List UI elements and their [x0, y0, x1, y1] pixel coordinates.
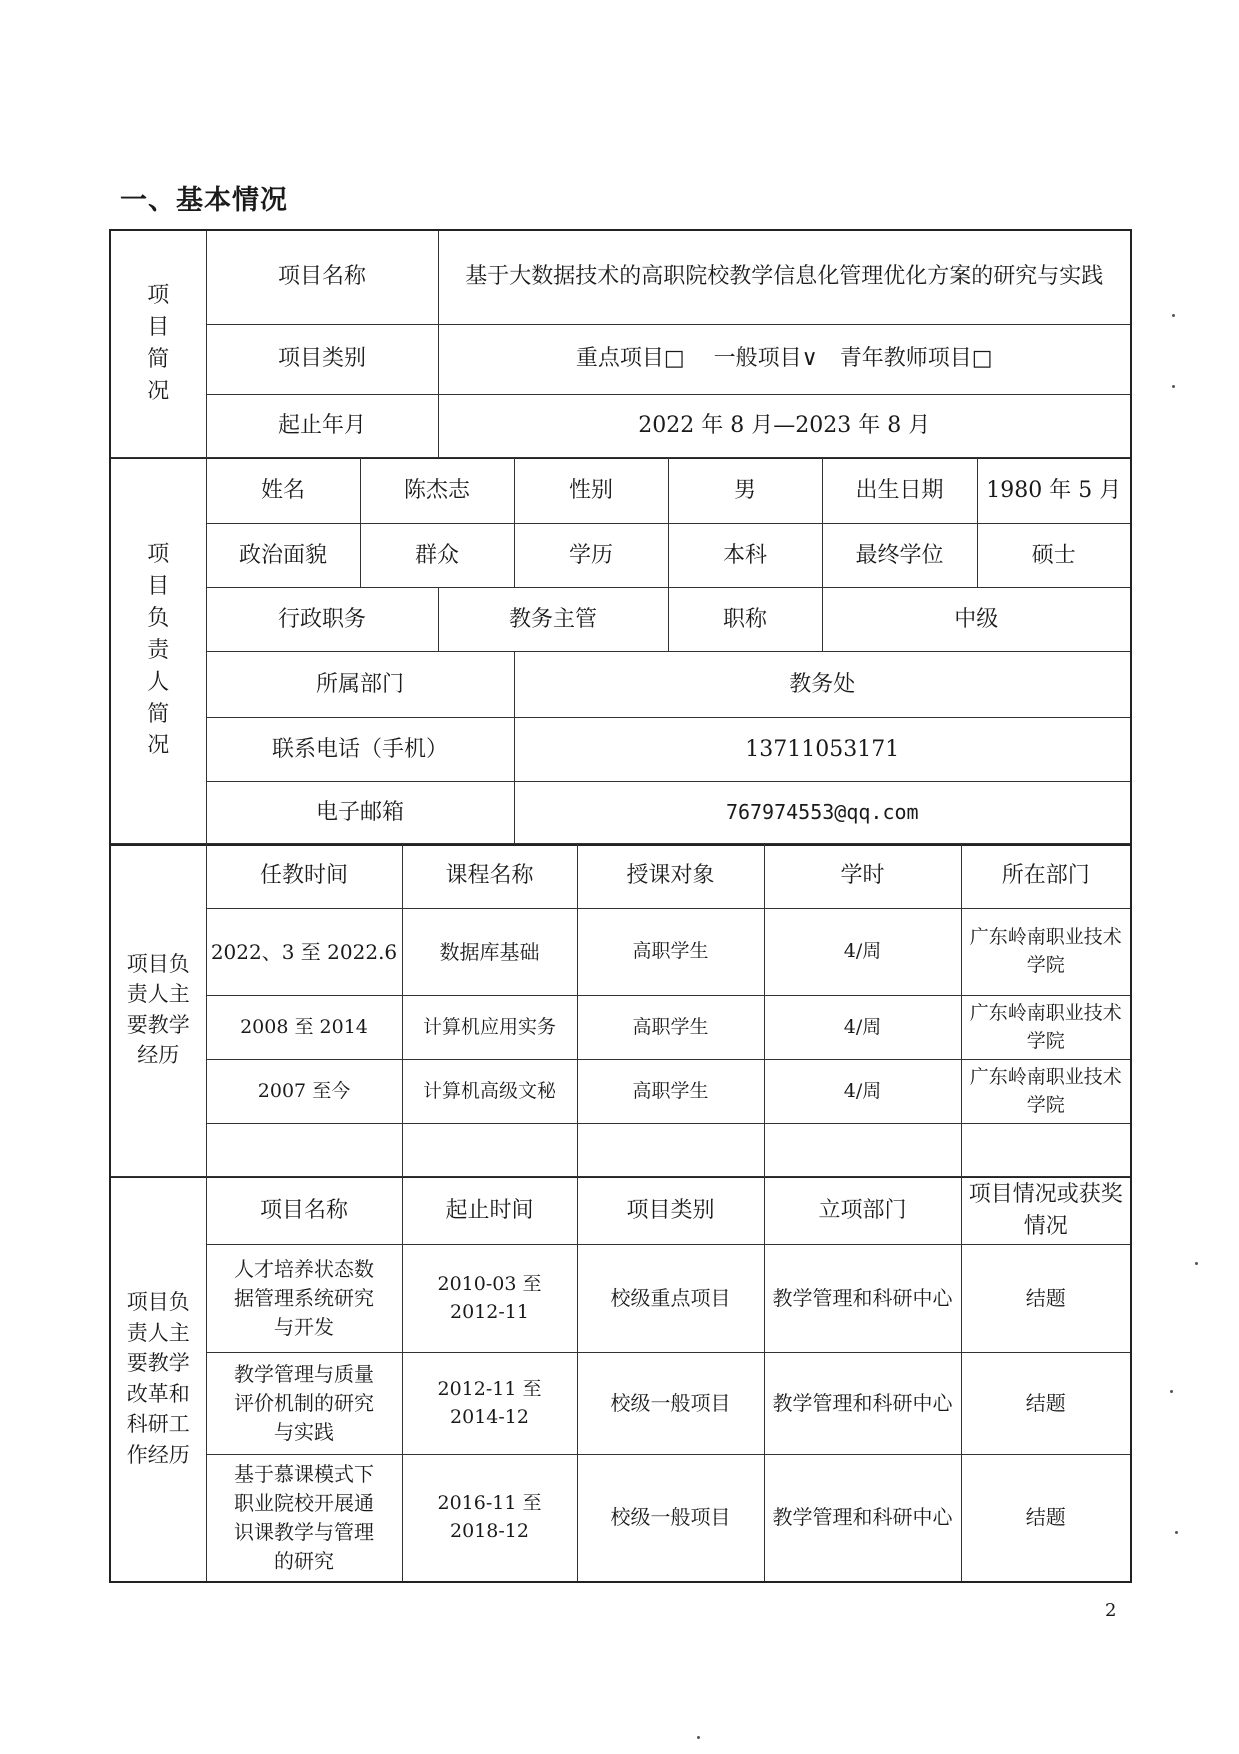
admin-post-value: 教务主管: [438, 588, 668, 652]
teaching-history-table: [109, 843, 1132, 1178]
name-label: 姓名: [206, 458, 360, 524]
overview-side-label: 项 目 简 况: [110, 230, 206, 458]
research-cell-name: 人才培养状态数据管理系统研究与开发: [206, 1245, 402, 1353]
gender-value: 男: [668, 458, 822, 524]
scan-speck: [1175, 1531, 1178, 1534]
scan-speck: [1172, 385, 1175, 388]
project-name-value: 基于大数据技术的高职院校教学信息化管理优化方案的研究与实践: [438, 230, 1131, 324]
research-header-result: 项目情况或获奖情况: [961, 1177, 1131, 1245]
phone-label: 联系电话（手机）: [206, 718, 514, 782]
scan-speck: [1172, 314, 1175, 317]
teaching-header-time: 任教时间: [206, 844, 402, 909]
teaching-cell-dept: 广东岭南职业技术学院: [961, 996, 1131, 1060]
table-row: [110, 1245, 1131, 1353]
research-cell-period: 2012-11 至 2014-12: [402, 1353, 577, 1455]
teaching-cell-time: 2022、3 至 2022.6: [206, 909, 402, 996]
research-cell-category: 校级一般项目: [577, 1353, 764, 1455]
dept-label: 所属部门: [206, 652, 514, 718]
research-cell-dept: 教学管理和科研中心: [764, 1353, 961, 1455]
teaching-side-label: 项目负责人主要教学经历: [110, 844, 206, 1177]
teaching-cell-course: 计算机高级文秘: [402, 1060, 577, 1124]
teaching-cell-hours: 4/周: [764, 1060, 961, 1124]
research-cell-period: 2016-11 至 2018-12: [402, 1455, 577, 1582]
table-row: [110, 996, 1131, 1060]
research-cell-result: 结题: [961, 1455, 1131, 1582]
teaching-cell-hours: 4/周: [764, 909, 961, 996]
research-cell-name: 教学管理与质量评价机制的研究与实践: [206, 1353, 402, 1455]
project-category-label: 项目类别: [206, 324, 438, 394]
education-label: 学历: [514, 524, 668, 588]
research-cell-category: 校级一般项目: [577, 1455, 764, 1582]
project-category-value: 重点项目□ 一般项目∨ 青年教师项目□: [438, 324, 1131, 394]
email-label: 电子邮箱: [206, 782, 514, 845]
teaching-cell-hours: 4/周: [764, 996, 961, 1060]
political-label: 政治面貌: [206, 524, 360, 588]
teaching-cell-time: 2008 至 2014: [206, 996, 402, 1060]
teaching-header-dept: 所在部门: [961, 844, 1131, 909]
table-row: [110, 1353, 1131, 1455]
research-header-name: 项目名称: [206, 1177, 402, 1245]
research-cell-name: 基于慕课模式下职业院校开展通识课教学与管理的研究: [206, 1455, 402, 1582]
teaching-header-hours: 学时: [764, 844, 961, 909]
degree-value: 硕士: [977, 524, 1131, 588]
research-header-dept: 立项部门: [764, 1177, 961, 1245]
research-header-period: 起止时间: [402, 1177, 577, 1245]
admin-post-label: 行政职务: [206, 588, 438, 652]
gender-label: 性别: [514, 458, 668, 524]
teaching-cell-course: 计算机应用实务: [402, 996, 577, 1060]
teaching-cell-time: 2007 至今: [206, 1060, 402, 1124]
research-cell-result: 结题: [961, 1245, 1131, 1353]
scan-speck: [697, 1736, 700, 1739]
teaching-cell-course: 数据库基础: [402, 909, 577, 996]
teaching-cell-dept: 广东岭南职业技术学院: [961, 909, 1131, 996]
title-value: 中级: [822, 588, 1131, 652]
research-cell-result: 结题: [961, 1353, 1131, 1455]
education-value: 本科: [668, 524, 822, 588]
research-cell-dept: 教学管理和科研中心: [764, 1455, 961, 1582]
name-value: 陈杰志: [360, 458, 514, 524]
dept-value: 教务处: [514, 652, 1131, 718]
page-number: 2: [1105, 1600, 1117, 1621]
research-header-category: 项目类别: [577, 1177, 764, 1245]
section-heading: 一、基本情况: [120, 185, 288, 216]
teaching-cell-dept: 广东岭南职业技术学院: [961, 1060, 1131, 1124]
teaching-cell-audience: 高职学生: [577, 909, 764, 996]
table-row: [110, 909, 1131, 996]
scan-speck: [1170, 1390, 1173, 1393]
leader-side-label: 项 目 负 责 人 简 况: [110, 458, 206, 845]
research-side-label: 项目负责人主要教学改革和科研工作经历: [110, 1177, 206, 1582]
teaching-header-course: 课程名称: [402, 844, 577, 909]
birth-label: 出生日期: [822, 458, 977, 524]
title-label: 职称: [668, 588, 822, 652]
project-period-label: 起止年月: [206, 394, 438, 458]
research-cell-category: 校级重点项目: [577, 1245, 764, 1353]
scan-speck: [1195, 1262, 1198, 1265]
email-value: 767974553@qq.com: [514, 782, 1131, 845]
political-value: 群众: [360, 524, 514, 588]
teaching-cell-audience: 高职学生: [577, 1060, 764, 1124]
degree-label: 最终学位: [822, 524, 977, 588]
project-period-value: 2022 年 8 月—2023 年 8 月: [438, 394, 1131, 458]
table-row: [110, 1455, 1131, 1582]
birth-value: 1980 年 5 月: [977, 458, 1131, 524]
research-cell-period: 2010-03 至 2012-11: [402, 1245, 577, 1353]
project-name-label: 项目名称: [206, 230, 438, 324]
teaching-header-audience: 授课对象: [577, 844, 764, 909]
research-cell-dept: 教学管理和科研中心: [764, 1245, 961, 1353]
phone-value: 13711053171: [514, 718, 1131, 782]
table-row: [110, 1060, 1131, 1124]
teaching-cell-audience: 高职学生: [577, 996, 764, 1060]
project-overview-table: [109, 229, 1132, 459]
table-row-empty: [110, 1124, 1131, 1177]
research-history-table: [109, 1176, 1132, 1583]
leader-info-table: [109, 457, 1132, 846]
